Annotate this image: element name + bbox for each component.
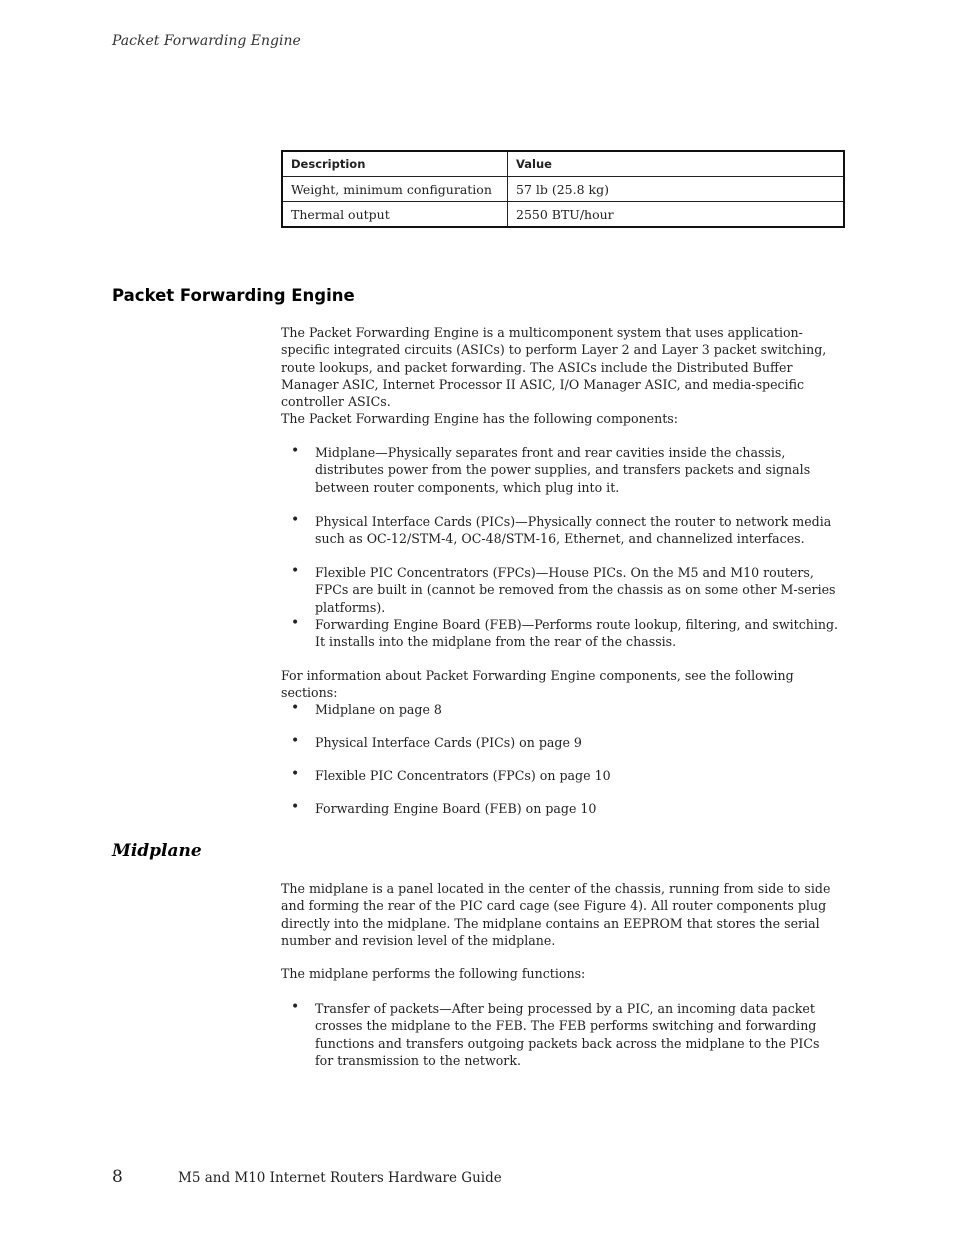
spec-table xyxy=(281,150,845,228)
table-row xyxy=(282,202,844,228)
running-head: Packet Forwarding Engine xyxy=(112,33,301,49)
list-item xyxy=(281,800,841,817)
list-item xyxy=(281,564,841,616)
bullet-icon: • xyxy=(291,512,300,528)
footer-book-title: M5 and M10 Internet Routers Hardware Guide xyxy=(178,1170,502,1186)
list-item xyxy=(281,444,841,496)
list-item xyxy=(281,513,841,548)
subsection-heading: Midplane xyxy=(112,841,202,861)
bullet-icon: • xyxy=(291,733,300,749)
section-intro-paragraph: The Packet Forwarding Engine is a multicomponent system that uses application-specific integrated circuits (ASICs) to perform Layer 2 and Layer 3 packet switching, route lookups, and packet forwarding. The ASICs include the Distributed Buffer Manager ASIC, Internet Processor II ASIC, I/O Manager ASIC, and media-specific controller ASICs. xyxy=(281,325,827,410)
cross-reference-link[interactable]: Forwarding Engine Board (FEB) on page 10 xyxy=(315,801,597,816)
cross-reference-link[interactable]: Midplane on page 8 xyxy=(315,702,442,717)
bullet-icon: • xyxy=(291,999,300,1015)
bullet-icon: • xyxy=(291,700,300,716)
list-item xyxy=(281,701,841,718)
table-row xyxy=(282,177,844,202)
functions-lead-paragraph: The midplane performs the following functions: xyxy=(281,966,586,981)
components-lead-paragraph: The Packet Forwarding Engine has the following components: xyxy=(281,411,679,426)
bullet-icon: • xyxy=(291,563,300,579)
cross-reference-link[interactable]: Flexible PIC Concentrators (FPCs) on page 10 xyxy=(315,768,611,783)
table-cell: Weight, minimum configuration xyxy=(282,177,508,202)
bullet-icon: • xyxy=(291,615,300,631)
list-item-text: Flexible PIC Concentrators (FPCs)—House PICs. On the M5 and M10 routers, FPCs are built in (cannot be removed from the chassis as on some other M-series platforms). xyxy=(315,565,836,615)
section-heading: Packet Forwarding Engine xyxy=(112,286,355,305)
subsection-intro-paragraph: The midplane is a panel located in the center of the chassis, running from side to side and forming the rear of the PIC card cage (see Figure 4). All router components plug directly into the midplane. The midplane contains an EEPROM that stores the serial number and revision level of the midplane. xyxy=(281,881,831,948)
column-header: Description xyxy=(282,151,508,177)
bullet-icon: • xyxy=(291,766,300,782)
table-header-row xyxy=(282,151,844,177)
table-cell: 57 lb (25.8 kg) xyxy=(508,177,845,202)
cross-reference-link[interactable]: Physical Interface Cards (PICs) on page 9 xyxy=(315,735,582,750)
list-item xyxy=(281,767,841,784)
list-item-text: Transfer of packets—After being processed by a PIC, an incoming data packet crosses the midplane to the FEB. The FEB performs switching and forwarding functions and transfers outgoing packets back across the midplane to the PICs for transmission to the network. xyxy=(315,1001,820,1068)
bullet-icon: • xyxy=(291,799,300,815)
list-item-text: Midplane—Physically separates front and rear cavities inside the chassis, distributes power from the power supplies, and transfers packets and signals between router components, which plug into it. xyxy=(315,445,811,495)
list-item xyxy=(281,1000,841,1069)
list-item xyxy=(281,616,841,651)
see-also-lead-paragraph: For information about Packet Forwarding Engine components, see the following sections: xyxy=(281,668,794,701)
list-item-text: Physical Interface Cards (PICs)—Physically connect the router to network media such as OC-12/STM-4, OC-48/STM-16, Ethernet, and channelized interfaces. xyxy=(315,514,832,547)
page-number: 8 xyxy=(112,1167,123,1187)
table-cell: Thermal output xyxy=(282,202,508,228)
column-header: Value xyxy=(508,151,845,177)
bullet-icon: • xyxy=(291,443,300,459)
list-item xyxy=(281,734,841,751)
table-cell: 2550 BTU/hour xyxy=(508,202,845,228)
list-item-text: Forwarding Engine Board (FEB)—Performs route lookup, filtering, and switching. It installs into the midplane from the rear of the chassis. xyxy=(315,617,839,650)
